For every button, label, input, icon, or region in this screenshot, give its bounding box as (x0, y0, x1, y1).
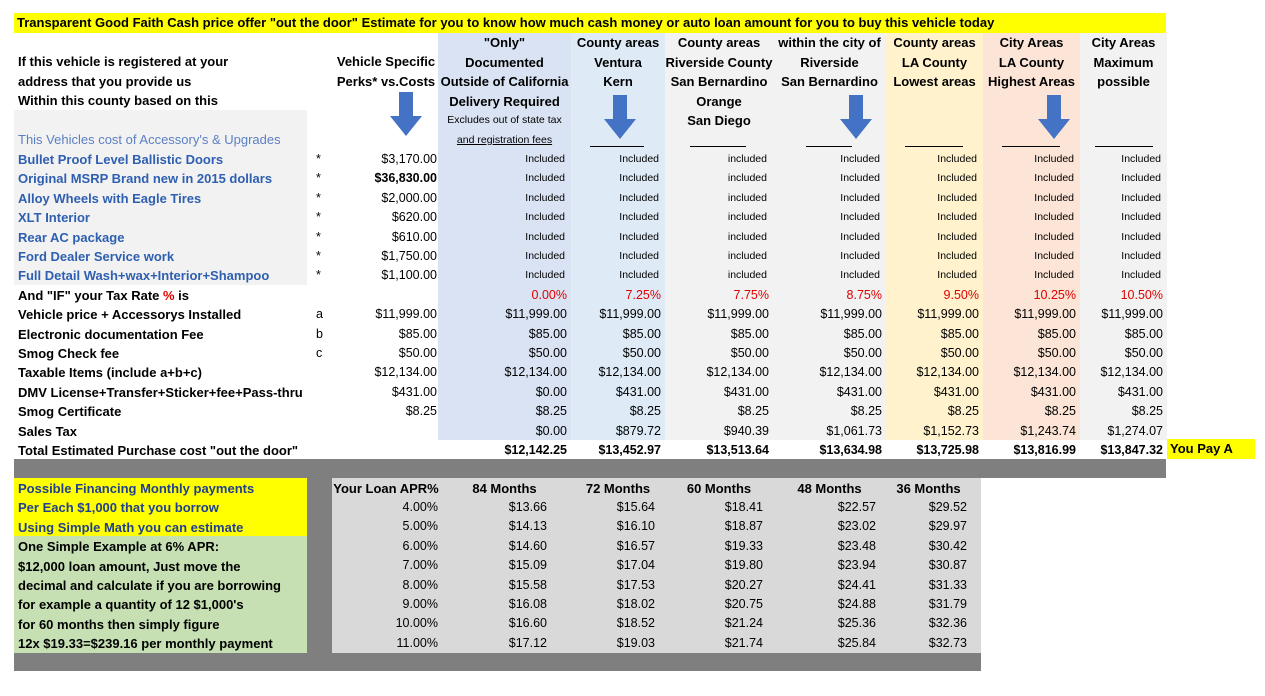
accessory-value: $2,000.00 (381, 190, 437, 205)
included-cell: included (727, 153, 767, 165)
included-cell: Included (937, 172, 977, 185)
payment-value: $16.57 (616, 538, 655, 553)
tax-rate-label (18, 286, 189, 305)
perks-header: Vehicle Specific Perks* vs.Costs (336, 54, 436, 89)
cost-value: $431.00 (1117, 384, 1163, 399)
arrow-down-icon (840, 95, 872, 139)
cost-value: $940.39 (723, 423, 769, 438)
payment-value: $16.60 (508, 616, 547, 631)
cost-value: $431.00 (615, 384, 661, 399)
apr-value: 6.00% (402, 538, 438, 553)
included-cell: Included (525, 230, 565, 243)
included-cell: Included (840, 172, 880, 185)
cost-value: $11,999.00 (599, 307, 661, 322)
finance-header: 84 Months (472, 481, 537, 496)
row-mark: * (316, 190, 321, 205)
page-title: Transparent Good Faith Cash price offer "out the door" Estimate for you to know how much cash money or auto loan amount for you to buy this vehicle today (14, 13, 1166, 33)
total-label: Total Estimated Purchase cost "out the door" (18, 443, 299, 458)
base-value: $431.00 (391, 384, 437, 399)
finance-note: Possible Financing Monthly payments (18, 481, 255, 496)
payment-value: $29.52 (928, 500, 967, 514)
cost-value: $50.00 (1124, 346, 1163, 360)
payment-value: $24.41 (837, 577, 876, 592)
payment-value: $32.73 (928, 635, 967, 650)
finance-header: 48 Months (797, 481, 862, 496)
included-cell: included (727, 250, 767, 262)
header-divider (905, 146, 963, 147)
arrow-down-icon (1038, 95, 1070, 139)
apr-value: 4.00% (402, 500, 438, 514)
header-max: City Areas Maximum possible (1091, 35, 1156, 89)
payment-value: $25.36 (837, 616, 876, 631)
tax-rate-value: 7.75% (733, 287, 769, 302)
apr-value: 5.00% (402, 519, 438, 534)
total-value: $13,452.97 (598, 443, 661, 457)
accessory-value: $36,830.00 (374, 171, 437, 186)
cost-value: $12,134.00 (1100, 365, 1163, 380)
total-value: $13,725.98 (916, 443, 979, 457)
percent-sign: % (163, 287, 175, 303)
included-cell: Included (1034, 153, 1074, 165)
cost-value: $11,999.00 (505, 307, 567, 322)
cost-label: Smog Check fee (18, 346, 120, 361)
included-cell: Included (937, 153, 977, 165)
tax-rate-value: 0.00% (531, 287, 567, 302)
cost-value: $50.00 (622, 346, 661, 360)
tax-rate-value: 7.25% (625, 287, 661, 302)
cost-value: $50.00 (940, 346, 979, 360)
arrow-down-icon (390, 92, 422, 136)
payment-value: $15.58 (508, 577, 547, 592)
finance-note: $12,000 loan amount, Just move the (18, 558, 241, 574)
cost-value: $431.00 (933, 384, 979, 399)
included-cell: Included (1034, 269, 1074, 282)
payment-value: $21.24 (724, 616, 763, 631)
payment-value: $18.02 (616, 597, 655, 611)
included-cell: included (727, 269, 767, 282)
tax-rate-label-text: And "IF" your Tax Rate (18, 287, 163, 303)
payment-value: $22.57 (837, 500, 876, 514)
payment-value: $23.48 (837, 538, 876, 553)
cost-value: $1,152.73 (923, 423, 979, 438)
finance-header: 36 Months (896, 481, 961, 496)
payment-value: $23.94 (837, 558, 876, 573)
row-mark: a (316, 307, 323, 322)
cost-value: $8.25 (737, 404, 769, 419)
cost-value: $85.00 (843, 326, 882, 341)
cost-value: $431.00 (1030, 384, 1076, 399)
included-cell: Included (840, 230, 880, 243)
accessory-label: Rear AC package (18, 229, 125, 245)
cost-value: $12,134.00 (598, 365, 661, 380)
header-la-highest: City Areas LA County Highest Areas (988, 35, 1075, 89)
included-cell: Included (1121, 230, 1161, 243)
payment-value: $14.13 (508, 519, 547, 534)
finance-note: for example a quantity of 12 $1,000's (18, 597, 244, 613)
payment-value: $25.84 (837, 635, 876, 650)
row-mark: * (316, 268, 321, 283)
payment-value: $19.03 (616, 635, 655, 650)
cost-value: $11,999.00 (1101, 307, 1163, 322)
cost-value: $0.00 (535, 423, 567, 438)
payment-value: $30.42 (928, 538, 967, 553)
header-outside-ca: "Only" Documented Outside of California Delivery Required Excludes out of state tax and registration fees (440, 35, 569, 146)
cost-value: $12,134.00 (504, 365, 567, 380)
cost-value: $12,134.00 (916, 365, 979, 380)
payment-value: $20.27 (724, 577, 763, 592)
cost-value: $11,999.00 (820, 307, 882, 322)
finance-spacer (307, 478, 332, 653)
included-cell: Included (1121, 153, 1161, 165)
header-divider (1002, 146, 1060, 147)
cost-value: $12,134.00 (706, 365, 769, 380)
finance-note: for 60 months then simply figure (18, 616, 220, 632)
included-cell: Included (619, 250, 659, 262)
included-cell: Included (525, 153, 565, 165)
row-mark: * (316, 249, 321, 263)
payment-value: $15.64 (616, 500, 655, 514)
included-cell: Included (840, 250, 880, 262)
payment-value: $19.33 (724, 538, 763, 553)
finance-note: Per Each $1,000 that you borrow (18, 500, 219, 516)
included-cell: Included (840, 211, 880, 224)
accessory-label: XLT Interior (18, 210, 90, 226)
tax-rate-value: 8.75% (846, 287, 882, 302)
cost-value: $8.25 (1131, 404, 1163, 419)
total-value: $13,847.32 (1100, 443, 1163, 457)
finance-header: 72 Months (585, 481, 651, 496)
cost-value: $50.00 (528, 346, 567, 360)
included-cell: Included (525, 191, 565, 204)
arrow-down-icon (604, 95, 636, 139)
cost-value: $1,243.74 (1020, 423, 1076, 438)
base-value: $8.25 (405, 404, 437, 419)
included-cell: Included (619, 269, 659, 282)
included-cell: Included (937, 250, 977, 262)
cost-value: $0.00 (535, 384, 567, 399)
header-riverside-county: County areas Riverside County San Bernardino Orange San Diego (665, 35, 773, 128)
payment-value: $17.12 (508, 635, 547, 650)
cost-label: Taxable Items (include a+b+c) (18, 365, 202, 381)
cost-value: $85.00 (1124, 326, 1163, 341)
cost-label: Vehicle price + Accessorys Installed (18, 307, 242, 323)
included-cell: Included (1121, 172, 1161, 185)
accessory-value: $1,750.00 (381, 249, 437, 263)
payment-value: $15.09 (508, 558, 547, 573)
payment-value: $13.66 (508, 500, 547, 514)
base-value: $12,134.00 (374, 365, 437, 380)
apr-value: 9.00% (402, 597, 438, 611)
row-mark: * (316, 210, 321, 225)
apr-value: 7.00% (402, 558, 438, 573)
tax-rate-label-suffix: is (174, 287, 190, 303)
header-ventura: County areas Ventura Kern (576, 35, 660, 89)
total-value: $13,816.99 (1013, 443, 1076, 457)
included-cell: Included (619, 230, 659, 243)
cost-value: $8.25 (850, 404, 882, 419)
cost-value: $85.00 (1037, 326, 1076, 341)
accessory-label: Original MSRP Brand new in 2015 dollars (18, 171, 273, 187)
cost-value: $879.72 (615, 423, 661, 438)
payment-value: $30.87 (928, 558, 967, 573)
total-value: $13,634.98 (819, 443, 882, 457)
accessory-label: Ford Dealer Service work (18, 249, 175, 264)
included-cell: Included (1034, 211, 1074, 224)
header-divider (806, 146, 852, 147)
accessory-label: Full Detail Wash+wax+Interior+Shampoo (18, 268, 270, 284)
included-cell: Included (619, 153, 659, 165)
accessory-header: This Vehicles cost of Accessory's & Upgrades (18, 132, 281, 147)
cost-value: $12,134.00 (819, 365, 882, 380)
included-cell: Included (840, 269, 880, 282)
tax-rate-value: 10.50% (1120, 287, 1163, 302)
included-cell: Included (525, 269, 565, 282)
base-value: $50.00 (398, 346, 437, 360)
cost-value: $8.25 (947, 404, 979, 419)
base-value: $11,999.00 (375, 307, 437, 322)
cost-value: $12,134.00 (1013, 365, 1076, 380)
accessory-value: $620.00 (391, 210, 437, 225)
payment-value: $24.88 (837, 597, 876, 611)
cost-value: $1,274.07 (1107, 423, 1163, 438)
cost-value: $8.25 (535, 404, 567, 419)
cost-label: Electronic documentation Fee (18, 326, 204, 342)
cost-value: $50.00 (1037, 346, 1076, 360)
accessory-label: Alloy Wheels with Eagle Tires (18, 190, 202, 206)
included-cell: included (727, 172, 767, 185)
payment-value: $18.52 (616, 616, 655, 631)
included-cell: Included (525, 211, 565, 224)
payment-value: $23.02 (837, 519, 876, 534)
header-divider (1095, 146, 1153, 147)
cost-value: $8.25 (629, 404, 661, 419)
cost-label: Smog Certificate (18, 404, 122, 420)
finance-header: Your Loan APR% (333, 481, 439, 496)
intro-text: If this vehicle is registered at your address that you provide us Within this county based on this (18, 54, 229, 108)
apr-value: 11.00% (396, 635, 438, 650)
row-mark: b (316, 326, 323, 341)
payment-value: $29.97 (928, 519, 967, 534)
cost-value: $50.00 (730, 346, 769, 360)
included-cell: Included (1121, 191, 1161, 204)
you-pay-tag: You Pay A (1167, 439, 1255, 459)
included-cell: Included (525, 250, 565, 262)
finance-note: Using Simple Math you can estimate (18, 519, 244, 535)
included-cell: Included (937, 211, 977, 224)
base-value: $85.00 (398, 326, 437, 341)
cost-value: $85.00 (730, 326, 769, 341)
tax-rate-value: 10.25% (1033, 287, 1076, 302)
payment-value: $32.36 (928, 616, 967, 631)
cost-value: $85.00 (622, 326, 661, 341)
header-divider (690, 146, 746, 147)
row-mark: * (316, 229, 321, 244)
section-divider (14, 459, 1166, 478)
row-mark: c (316, 346, 323, 360)
row-mark: * (316, 152, 321, 166)
payment-value: $16.08 (508, 597, 547, 611)
payment-value: $21.74 (724, 635, 763, 650)
included-cell: Included (840, 191, 880, 204)
finance-note: 12x $19.33=$239.16 per monthly payment (18, 636, 273, 652)
apr-value: 8.00% (402, 577, 438, 592)
accessory-label: Bullet Proof Level Ballistic Doors (18, 152, 224, 167)
cost-value: $50.00 (843, 346, 882, 360)
total-value: $13,513.64 (706, 443, 769, 457)
accessory-value: $1,100.00 (381, 268, 437, 283)
payment-value: $31.79 (928, 597, 967, 611)
header-city-riverside: within the city of Riverside San Bernardino (778, 35, 881, 89)
included-cell: Included (937, 191, 977, 204)
cost-value: $85.00 (940, 326, 979, 341)
included-cell: Included (1121, 269, 1161, 282)
included-cell: Included (619, 191, 659, 204)
included-cell: included (727, 211, 767, 224)
accessory-value: $3,170.00 (381, 152, 437, 166)
cost-value: $1,061.73 (826, 423, 882, 438)
included-cell: Included (1034, 172, 1074, 185)
payment-value: $31.33 (928, 577, 967, 592)
included-cell: Included (1121, 211, 1161, 224)
included-cell: Included (937, 269, 977, 282)
total-value: $12,142.25 (504, 443, 567, 457)
included-cell: Included (619, 211, 659, 224)
payment-value: $17.53 (616, 577, 655, 592)
payment-value: $18.41 (724, 500, 763, 514)
payment-value: $19.80 (724, 558, 763, 573)
header-divider (590, 146, 644, 147)
included-cell: Included (1034, 250, 1074, 262)
cost-value: $8.25 (1044, 404, 1076, 419)
finance-note: decimal and calculate if you are borrowing (18, 578, 281, 593)
payment-value: $17.04 (616, 558, 655, 573)
payment-value: $18.87 (724, 519, 763, 534)
payment-value: $14.60 (508, 538, 547, 553)
cost-label: DMV License+Transfer+Sticker+fee+Pass-thru (18, 384, 303, 400)
payment-value: $20.75 (724, 597, 763, 611)
cost-value: $11,999.00 (917, 307, 979, 322)
cost-label: Sales Tax (18, 423, 78, 439)
included-cell: Included (1121, 250, 1161, 262)
finance-note: One Simple Example at 6% APR: (18, 539, 220, 555)
included-cell: Included (1034, 230, 1074, 243)
accessory-value: $610.00 (391, 229, 437, 244)
included-cell: Included (937, 230, 977, 243)
cost-value: $11,999.00 (707, 307, 769, 322)
tax-rate-value: 9.50% (943, 287, 979, 302)
included-cell: Included (840, 153, 880, 165)
header-la-lowest: County areas LA County Lowest areas (893, 35, 976, 89)
cost-value: $431.00 (723, 384, 769, 399)
payment-value: $16.10 (616, 519, 655, 534)
included-cell: Included (619, 172, 659, 185)
included-cell: Included (1034, 191, 1074, 204)
included-cell: included (727, 230, 767, 243)
included-cell: Included (525, 172, 565, 185)
cost-value: $85.00 (528, 326, 567, 341)
included-cell: included (727, 191, 767, 204)
finance-header: 60 Months (686, 481, 752, 496)
cost-value: $11,999.00 (1014, 307, 1076, 322)
cost-value: $431.00 (836, 384, 882, 399)
apr-value: 10.00% (395, 616, 438, 631)
row-mark: * (316, 171, 321, 186)
finance-bottom-band (14, 653, 981, 671)
